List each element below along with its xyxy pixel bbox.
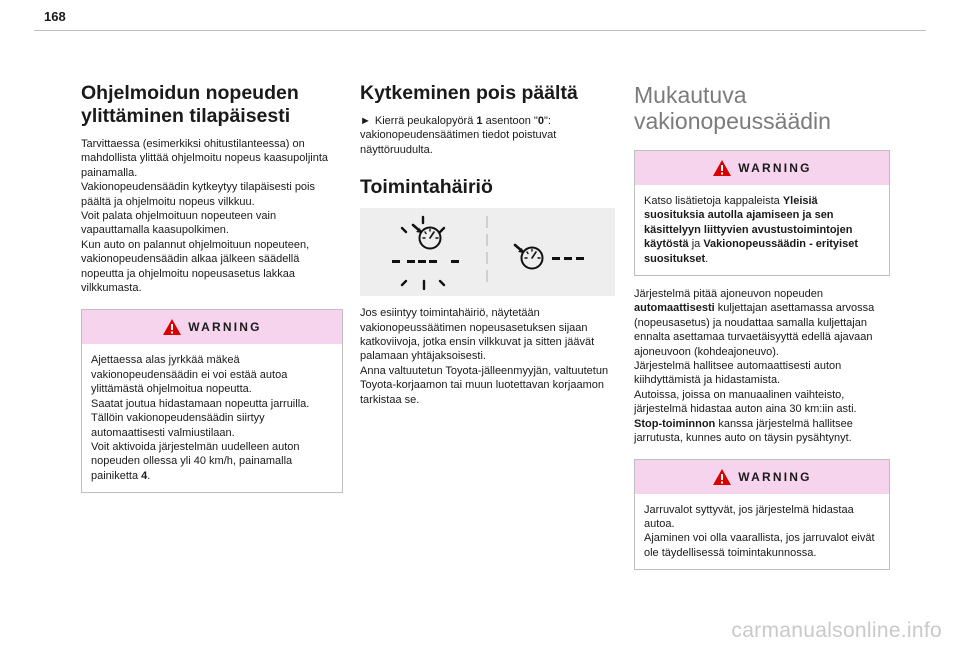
warning-box-descent: [81, 309, 343, 493]
warning-triangle-icon: [712, 468, 732, 486]
warning-text: Ajettaessa alas jyrkkää mäkeä vakionopeudensäädin ei voi estää autoa ylittämästä ohjelmoitua nopeutta. Saatat joutua hidastamaan nopeutta jarruilla. Tällöin vakionopeudensäädin siirtyy automaattisesti valmiustilaan. Voit aktivoida järjestelmän uudelleen auton nopeuden ollessa yli 40 km/h, painamalla painiketta: [91, 354, 310, 482]
warning-triangle-icon: [162, 318, 182, 336]
warning-body: [635, 494, 889, 570]
warning-title: WARNING: [738, 161, 812, 175]
cruise-control-speedometer-icon: [402, 217, 444, 289]
warning-body: [82, 344, 342, 492]
warning-box-references: [634, 150, 890, 276]
dashes-steady: [552, 257, 584, 260]
page-number: 168: [44, 9, 66, 24]
adaptive-cruise-description: Järjestelmä pitää ajoneuvon nopeuden automaattisesti kuljettajan asettamassa arvossa (nopeusasetus) ja noudattaa samalla kuljettajan ennalta asettamaa turvaetäisyyttä edellä ajavaan ajoneuvoon (kohdeajoneuvo). Järjestelmä hallitsee automaattisesti auton kiihdyttämistä ja hidastamista. Autoissa, joissa on manuaalinen vaihteisto, järjestelmä hidastaa auton aina 30 km:iin asti. Stop-toiminnon kanssa järjestelmä hallitsee jarrutusta, kunnes auto on täysin pysähtynyt.: [634, 288, 875, 445]
watermark: carmanualsonline.info: [731, 619, 942, 642]
overspeed-text: Tarvittaessa (esimerkiksi ohitustilanteessa) on mahdollista ylittää ohjelmoitu nopeus kaasupoljinta painamalla. Vakionopeudensäädin kytkeytyy tilapäisesti pois päältä ja ohjelmoitu nopeus vilkkuu. Voit palata ohjelmoituun nopeuteen vain vapauttamalla kaasupolkimen. Kun auto on palannut ohjelmoituun nopeuteen, vakionopeudensäädin alkaa jälkeen säädellä nopeutta ja ohjelmoitu nopeusasetus lakkaa vilkkumasta.: [81, 138, 329, 295]
warning-header: [82, 310, 342, 344]
button-number: 4: [141, 469, 148, 482]
brake-lights-text: Jarruvalot syttyvät, jos järjestelmä hidastaa autoa. Ajaminen voi olla vaarallista, jos jarruvalot eivät ole täydellisessä toimintakunnossa.: [644, 503, 875, 559]
heading-temporary-overspeed: Ohjelmoidun nopeuden ylittäminen tilapäisesti: [81, 82, 299, 127]
column-2: [360, 82, 615, 407]
cruise-control-speedometer-icon: [515, 245, 543, 269]
malfunction-text: Jos esiintyy toimintahäiriö, näytetään vakionopeussäätimen nopeusasetuksen sijaan katkoviivoja, jotka ensin vilkkuvat ja sitten jäävät palamaan yhtäjaksoisesti. Anna valtuutetun Toyota-jälleenmyyjän, valtuutetun Toyota-korjaamon tai muun luotettavan korjaamon tarkistaa se.: [360, 307, 609, 406]
warning-title: WARNING: [188, 320, 262, 335]
warning-triangle-icon: [712, 159, 732, 177]
bullet-arrow-icon: ►: [360, 115, 371, 127]
warning-text-end: .: [147, 469, 151, 482]
heading-switch-off: Kytkeminen pois päältä: [360, 82, 578, 104]
heading-adaptive-cruise-control: Mukautuva vakionopeussäädin: [634, 82, 831, 134]
top-rule: [34, 30, 926, 31]
warning-title: WARNING: [738, 469, 812, 484]
switch-off-text: ► Kierrä peukalopyörä 1 asentoon "0": vakionopeudensäätimen tiedot poistuvat näyttöruudulta.: [360, 115, 557, 156]
warning-box-brake-lights: [634, 459, 890, 571]
malfunction-indicator-figure: [360, 208, 615, 296]
warning-header: [635, 460, 889, 494]
dashes-blinking: [392, 260, 459, 263]
warning-header: [635, 151, 889, 185]
column-3: [634, 82, 890, 570]
column-1: [81, 82, 343, 493]
heading-malfunction: Toimintahäiriö: [360, 176, 493, 199]
warning-body: Katso lisätietoja kappaleista Yleisiä suosituksia autolla ajamiseen ja sen käsittelyyn liittyvien avustustoimintojen käytöstä ja Vakionopeussäädin - erityiset suositukset.: [644, 195, 858, 265]
